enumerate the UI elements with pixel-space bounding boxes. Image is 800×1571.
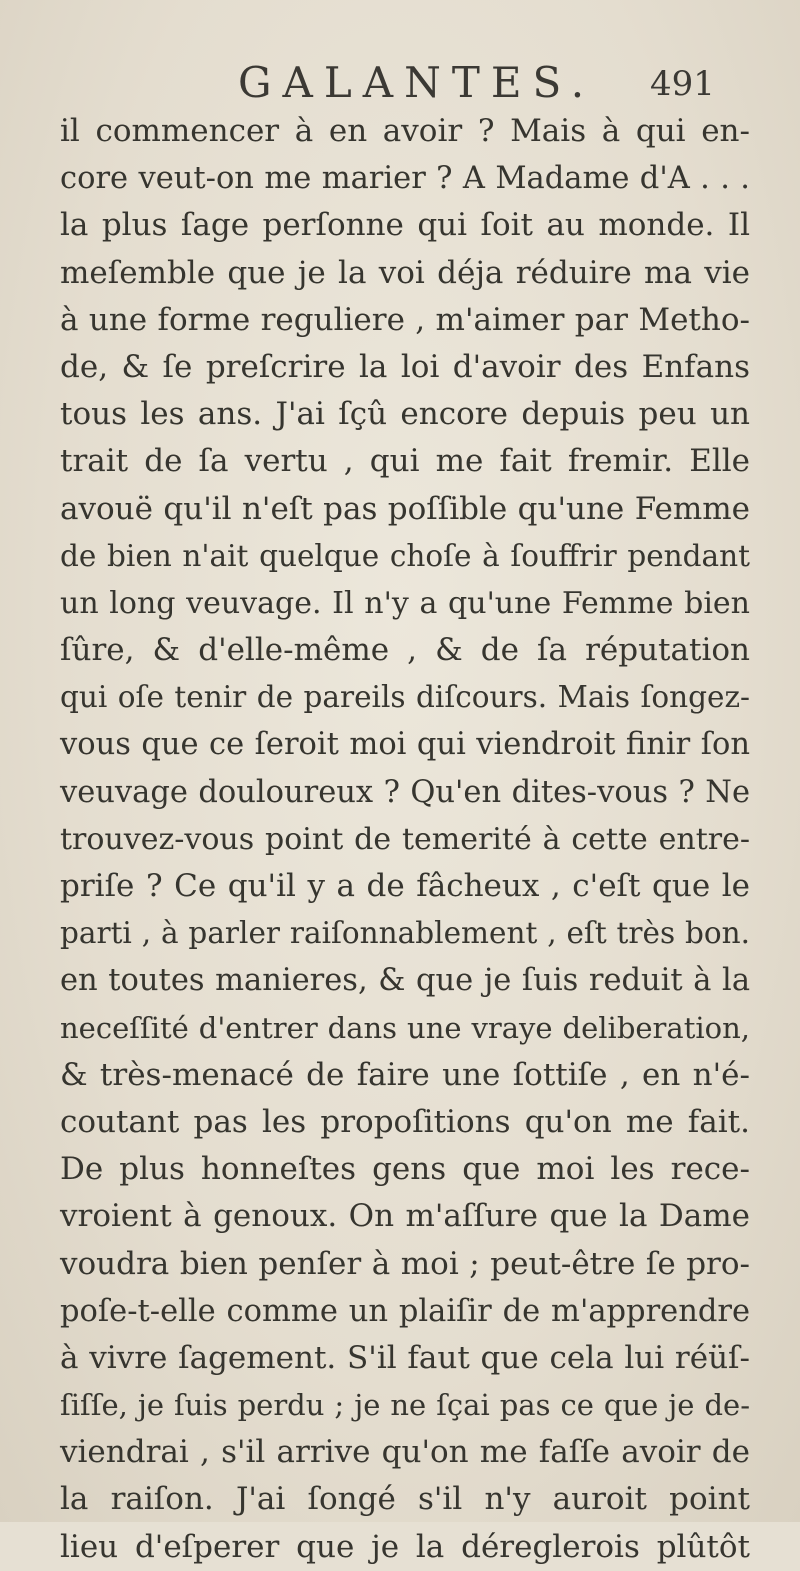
text-line: De plus honneſtes gens que moi les rece- bbox=[60, 1151, 750, 1188]
text-line: vous que ce ſeroit moi qui viendroit finir ſon bbox=[60, 727, 750, 763]
text-line: de, & ſe preſcrire la loi d'avoir des Enfans bbox=[60, 348, 750, 385]
text-line: de bien n'ait quelque choſe à ſouffrir pendant bbox=[60, 538, 750, 573]
text-line: la raiſon. J'ai ſongé s'il n'y auroit point bbox=[60, 1481, 750, 1518]
text-line: neceſſité d'entrer dans une vraye deliberation, bbox=[60, 1010, 750, 1045]
text-line: qui oſe tenir de pareils diſcours. Mais ſongez- bbox=[60, 680, 750, 715]
text-line: à une forme reguliere , m'aimer par Metho- bbox=[60, 301, 750, 338]
text-line: avouë qu'il n'eſt pas poſſible qu'une Femme bbox=[60, 490, 750, 527]
running-head bbox=[0, 58, 800, 108]
text-line: & très-menacé de faire une ſottiſe , en n'é- bbox=[60, 1056, 750, 1093]
text-line: trait de ſa vertu , qui me fait fremir. Elle bbox=[60, 443, 750, 480]
body-text bbox=[60, 108, 750, 1571]
text-line: poſe-t-elle comme un plaiſir de m'apprendre bbox=[60, 1293, 750, 1329]
text-line: il commencer à en avoir ? Mais à qui en- bbox=[60, 113, 750, 149]
text-line: lieu d'eſperer que je la déreglerois plûtôt bbox=[60, 1528, 750, 1565]
text-line: parti , à parler raiſonnablement , eſt très bon. bbox=[60, 916, 750, 951]
text-line: ſiſſe, je ſuis perdu ; je ne ſçai pas ce que je de- bbox=[60, 1388, 750, 1423]
text-line: à vivre ſagement. S'il faut que cela lui réüſ- bbox=[60, 1339, 750, 1376]
running-title: GALANTES. bbox=[238, 58, 596, 107]
text-line: viendrai , s'il arrive qu'on me faſſe avoir de bbox=[60, 1434, 750, 1471]
text-line: un long veuvage. Il n'y a qu'une Femme bien bbox=[60, 585, 750, 621]
text-line: la plus ſage perſonne qui ſoit au monde. Il bbox=[60, 207, 750, 244]
text-line: ſûre, & d'elle-même , & de ſa réputation bbox=[60, 632, 750, 669]
text-line: meſemble que je la voi déja réduire ma vie bbox=[60, 254, 750, 291]
text-line: en toutes manieres, & que je ſuis reduit à la bbox=[60, 963, 750, 999]
text-line: tous les ans. J'ai ſçû encore depuis peu un bbox=[60, 396, 750, 433]
text-line: veuvage douloureux ? Qu'en dites-vous ? Ne bbox=[60, 774, 750, 810]
text-line: priſe ? Ce qu'il y a de fâcheux , c'eſt que le bbox=[60, 868, 750, 904]
text-line: voudra bien penſer à moi ; peut-être ſe pro- bbox=[60, 1245, 750, 1282]
text-line: trouvez-vous point de temerité à cette entre- bbox=[60, 821, 750, 857]
text-line: coutant pas les propoſitions qu'on me fait. bbox=[60, 1103, 750, 1140]
page-number: 491 bbox=[650, 64, 715, 104]
text-line: vroient à genoux. On m'aſſure que la Dame bbox=[60, 1198, 750, 1235]
text-line: core veut-on me marier ? A Madame d'A . . . bbox=[60, 161, 750, 197]
